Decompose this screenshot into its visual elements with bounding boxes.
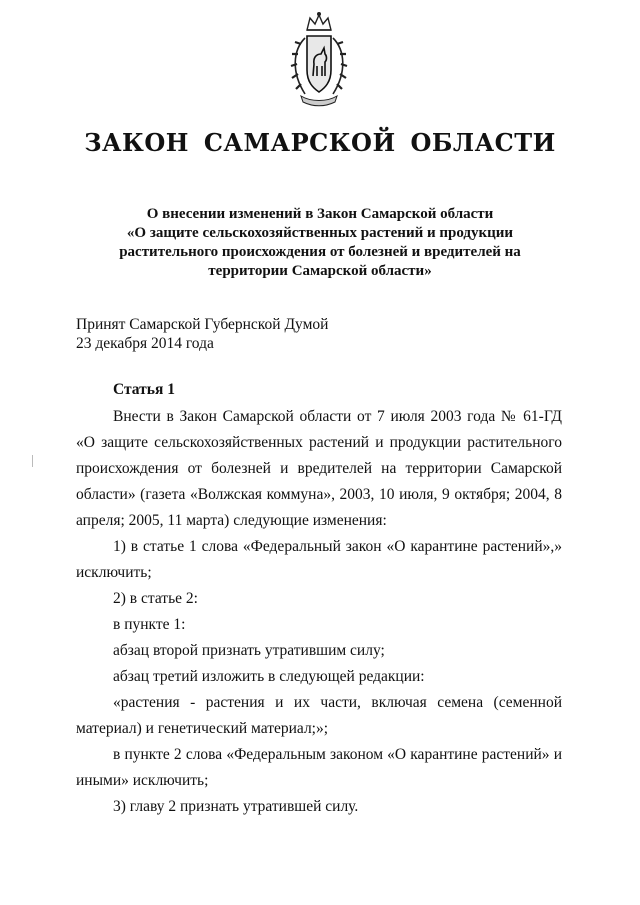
subtitle-line: «О защите сельскохозяйственных растений и продукции xyxy=(126,225,514,241)
adoption-info xyxy=(76,315,328,353)
subtitle-line: растительного происхождения от болезней и вредителей на xyxy=(119,244,521,260)
article-paragraph: абзац третий изложить в следующей редакции: xyxy=(113,668,425,685)
adoption-body: Принят Самарской Губернской Думой xyxy=(76,316,329,333)
article-paragraph: 1) в статье 1 слова «Федеральный закон «О карантине растений»,» исключить; xyxy=(76,538,562,581)
article-body xyxy=(76,404,562,820)
article-heading: Статья 1 xyxy=(113,381,175,398)
subtitle-line: О внесении изменений в Закон Самарской области xyxy=(146,206,494,222)
article-paragraph: 2) в статье 2: xyxy=(113,590,198,607)
margin-mark xyxy=(32,455,33,467)
subtitle-line: территории Самарской области» xyxy=(208,263,432,279)
law-title: ЗАКОН САМАРСКОЙ ОБЛАСТИ xyxy=(84,128,556,157)
coat-of-arms-icon xyxy=(283,10,355,110)
article-paragraph: «растения - растения и их части, включая семена (семенной материал) и генетический материал;»; xyxy=(76,694,562,737)
article-paragraph: Внести в Закон Самарской области от 7 июля 2003 года № 61-ГД «О защите сельскохозяйственных растений и продукции растительного происхождения от болезней и вредителей на территории Самарской области» (газета «Волжская коммуна», 2003, 10 июля, 9 октября; 2004, 8 апреля; 2005, 11 марта) следующие изменения: xyxy=(76,408,562,529)
article-paragraph: в пункте 2 слова «Федеральным законом «О карантине растений» и иными» исключить; xyxy=(76,746,562,789)
article-paragraph: абзац второй признать утратившим силу; xyxy=(113,642,385,659)
article-paragraph: 3) главу 2 признать утратившей силу. xyxy=(113,798,359,815)
adoption-date: 23 декабря 2014 года xyxy=(76,335,214,352)
law-subtitle xyxy=(100,205,540,281)
article-paragraph: в пункте 1: xyxy=(113,616,186,633)
